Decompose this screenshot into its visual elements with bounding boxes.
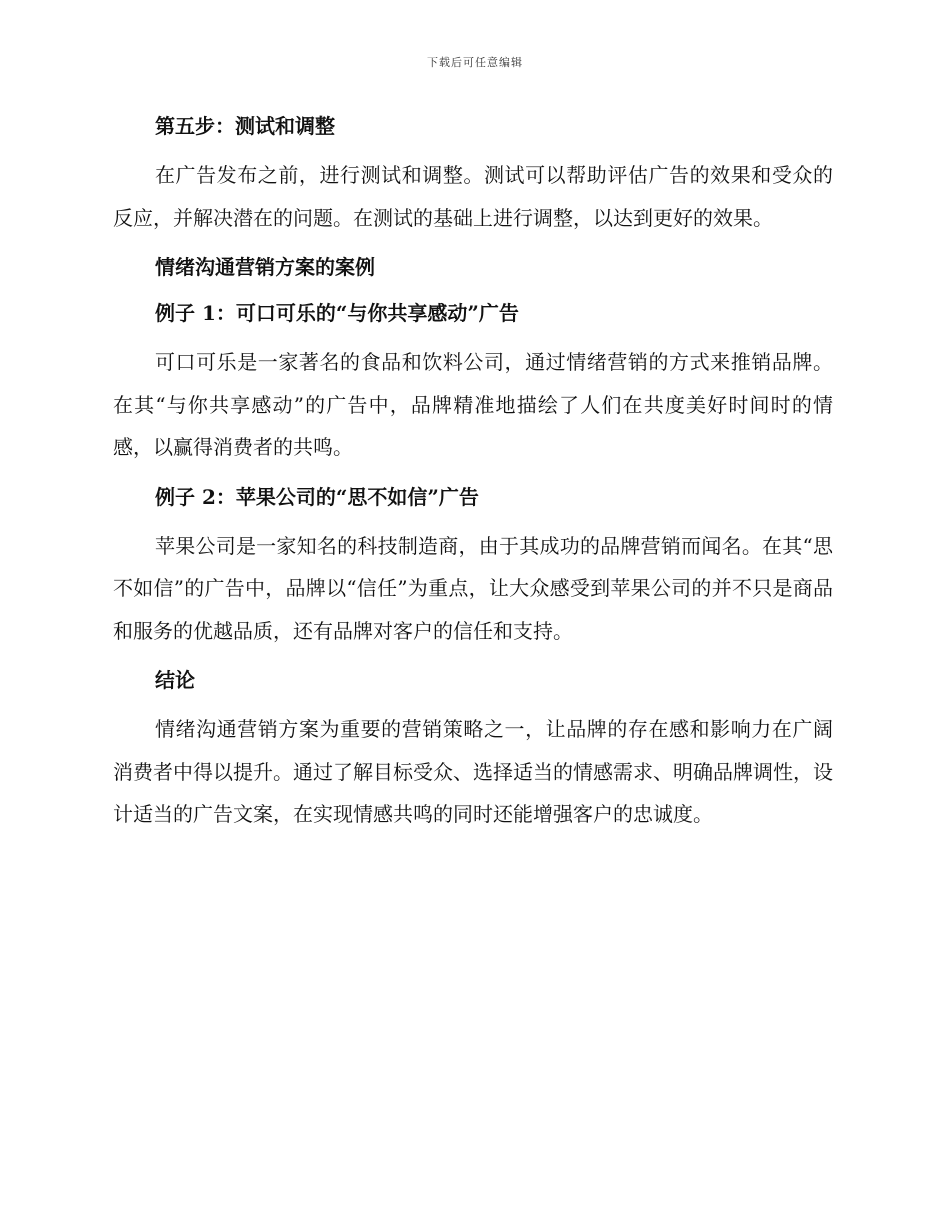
section-paragraph-conclusion: 情绪沟通营销方案为重要的营销策略之一，让品牌的存在感和影响力在广阔消费者中得以提升。通过了解目标受众、选择适当的情感需求、明确品牌调性，设计适当的广告文案，在实现情感共鸣的同时还能增强客户的忠诚度。 — [113, 717, 833, 826]
section-heading-example1: 例子 1：可口可乐的“与你共享感动”广告 — [155, 301, 519, 325]
page-header: 下载后可任意编辑 — [427, 56, 523, 69]
section-heading-cases: 情绪沟通营销方案的案例 — [155, 255, 375, 279]
document-body — [113, 108, 833, 846]
section-paragraph-step5: 在广告发布之前，进行测试和调整。测试可以帮助评估广告的效果和受众的反应，并解决潜在的问题。在测试的基础上进行调整，以达到更好的效果。 — [113, 163, 833, 230]
section-paragraph-example2: 苹果公司是一家知名的科技制造商，由于其成功的品牌营销而闻名。在其“思不如信”的广告中，品牌以“信任”为重点，让大众感受到苹果公司的并不只是商品和服务的优越品质，还有品牌对客户的信任和支持。 — [113, 533, 833, 643]
section-paragraph-example1: 可口可乐是一家著名的食品和饮料公司，通过情绪营销的方式来推销品牌。在其“与你共享感动”的广告中，品牌精准地描绘了人们在共度美好时间时的情感，以赢得消费者的共鸣。 — [113, 350, 833, 459]
section-heading-example2: 例子 2：苹果公司的“思不如信”广告 — [155, 484, 479, 509]
section-heading-conclusion: 结论 — [155, 668, 195, 692]
section-heading-step5: 第五步：测试和调整 — [155, 114, 335, 138]
